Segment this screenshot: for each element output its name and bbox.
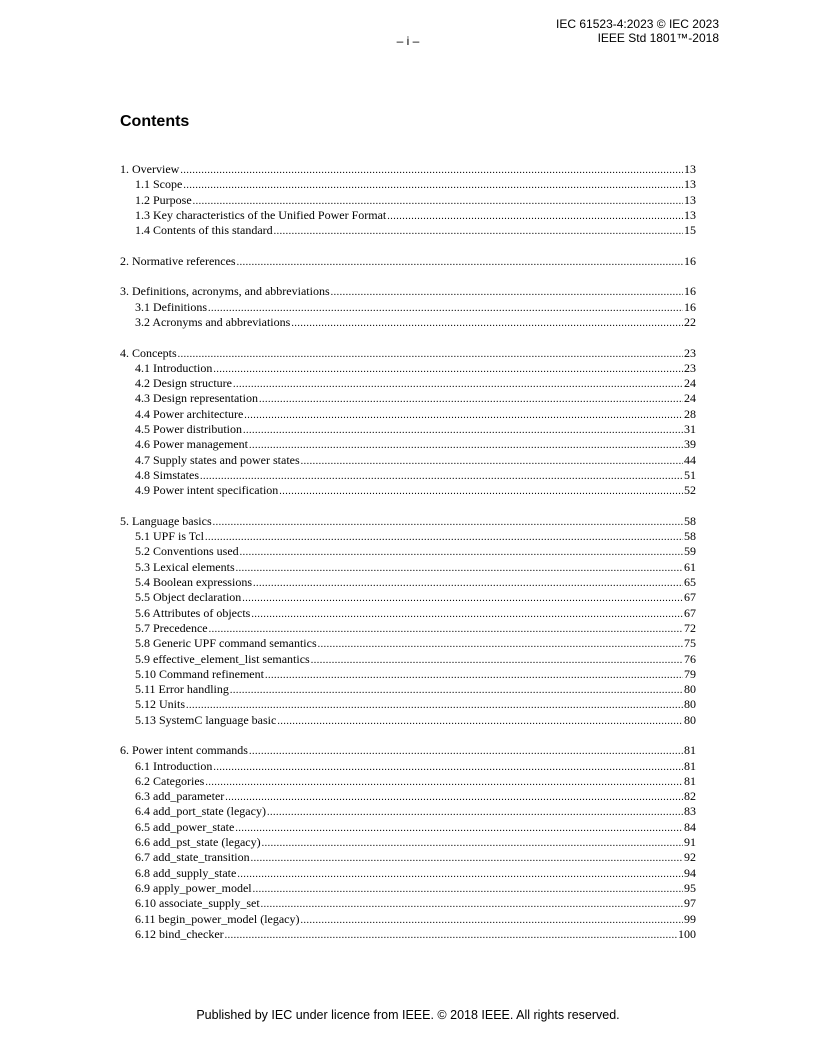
dot-leader [213, 760, 683, 774]
dot-leader [253, 576, 683, 590]
toc-subsection-entry[interactable] [120, 468, 696, 483]
toc-entry-title: 6.9 apply_power_model [135, 880, 252, 895]
dot-leader [259, 392, 683, 406]
toc-entry-title: 3.1 Definitions [135, 299, 207, 314]
dot-leader [249, 744, 683, 758]
toc-subsection-entry[interactable] [120, 422, 696, 437]
toc-entry-page: 75 [684, 636, 696, 651]
toc-entry-page: 65 [684, 575, 696, 590]
toc-entry-title: 5. Language basics [120, 513, 212, 528]
toc-entry-title: 6.2 Categories [135, 773, 205, 788]
dot-leader [225, 928, 677, 942]
dot-leader [230, 683, 683, 697]
toc-subsection-entry[interactable] [120, 590, 696, 605]
toc-entry-title: 2. Normative references [120, 253, 236, 268]
toc-entry-page: 82 [684, 789, 696, 804]
toc-entry-page: 13 [684, 162, 696, 176]
toc-section [120, 743, 696, 942]
toc-entry-title: 5.6 Attributes of objects [135, 605, 251, 620]
toc-entry-title: 5.13 SystemC language basic [135, 712, 277, 727]
toc-subsection-entry[interactable] [120, 713, 696, 728]
toc-entry-page: 15 [684, 223, 696, 238]
toc-entry-page: 99 [684, 911, 696, 926]
toc-entry-title: 5.4 Boolean expressions [135, 575, 252, 590]
toc-subsection-entry[interactable] [120, 850, 696, 865]
toc-subsection-entry[interactable] [120, 223, 696, 238]
dot-leader [205, 530, 683, 544]
toc-entry-page: 92 [684, 850, 696, 865]
dot-leader [236, 561, 683, 575]
page-title: Contents [120, 113, 190, 130]
toc-subsection-entry[interactable] [120, 697, 696, 712]
toc-entry-page: 44 [684, 452, 696, 467]
dot-leader [331, 285, 683, 299]
toc-entry-page: 16 [684, 253, 696, 268]
toc-subsection-entry[interactable] [120, 437, 696, 452]
toc-entry-title: 6.6 add_pst_state (legacy) [135, 835, 261, 850]
toc-entry-page: 100 [678, 926, 696, 941]
toc-entry-page: 80 [684, 712, 696, 727]
toc-entry-title: 4.3 Design representation [135, 391, 258, 406]
toc-entry-page: 83 [684, 804, 696, 819]
toc-entry-page: 81 [684, 743, 696, 758]
toc-subsection-entry[interactable] [120, 483, 696, 498]
dot-leader [311, 653, 683, 667]
toc-entry-page: 97 [684, 896, 696, 911]
toc-subsection-entry[interactable] [120, 300, 696, 315]
toc-entry-title: 6.7 add_state_transition [135, 850, 250, 865]
toc-entry-title: 4.6 Power management [135, 437, 248, 452]
toc-subsection-entry[interactable] [120, 881, 696, 896]
toc-entry-page: 39 [684, 437, 696, 452]
toc-entry-title: 3. Definitions, acronyms, and abbreviations [120, 284, 330, 299]
standard-id-iec: IEC 61523-4:2023 © IEC 2023 [556, 17, 719, 31]
toc-subsection-entry[interactable] [120, 789, 696, 804]
dot-leader [267, 805, 683, 819]
dot-leader [237, 867, 683, 881]
toc-subsection-entry[interactable] [120, 652, 696, 667]
dot-leader [318, 637, 683, 651]
table-of-contents [120, 162, 696, 957]
dot-leader [205, 775, 683, 789]
dot-leader [251, 851, 683, 865]
toc-entry-title: 3.2 Acronyms and abbreviations [135, 314, 291, 329]
toc-subsection-entry[interactable] [120, 193, 696, 208]
toc-entry-title: 5.7 Precedence [135, 620, 208, 635]
dot-leader [274, 224, 683, 238]
toc-entry-page: 28 [684, 406, 696, 421]
toc-entry-page: 16 [684, 299, 696, 314]
toc-section-entry[interactable] [120, 514, 696, 529]
toc-entry-page: 22 [684, 314, 696, 329]
toc-subsection-entry[interactable] [120, 804, 696, 819]
dot-leader [235, 821, 683, 835]
toc-entry-page: 67 [684, 605, 696, 620]
dot-leader [193, 194, 683, 208]
toc-entry-page: 51 [684, 467, 696, 482]
standard-id-ieee: IEEE Std 1801™-2018 [597, 31, 719, 45]
toc-entry-title: 6.12 bind_checker [135, 926, 224, 941]
dot-leader [244, 408, 683, 422]
toc-entry-title: 5.1 UPF is Tcl [135, 529, 204, 544]
toc-entry-page: 80 [684, 697, 696, 712]
toc-entry-page: 23 [684, 360, 696, 375]
toc-section-entry[interactable] [120, 284, 696, 299]
toc-subsection-entry[interactable] [120, 927, 696, 942]
toc-section [120, 514, 696, 728]
dot-leader [261, 897, 683, 911]
toc-entry-title: 5.9 effective_element_list semantics [135, 651, 310, 666]
toc-entry-title: 6.5 add_power_state [135, 819, 235, 834]
toc-entry-title: 6.11 begin_power_model (legacy) [135, 911, 300, 926]
toc-entry-page: 58 [684, 513, 696, 528]
toc-entry-title: 1.2 Purpose [135, 192, 192, 207]
toc-section-entry[interactable] [120, 346, 696, 361]
toc-subsection-entry[interactable] [120, 391, 696, 406]
dot-leader [243, 423, 683, 437]
toc-entry-title: 6.10 associate_supply_set [135, 896, 260, 911]
dot-leader [178, 347, 683, 361]
toc-section [120, 346, 696, 499]
toc-section [120, 254, 696, 269]
toc-section-entry[interactable] [120, 254, 696, 269]
toc-section [120, 284, 696, 330]
toc-section-entry[interactable] [120, 162, 696, 177]
toc-subsection-entry[interactable] [120, 866, 696, 881]
toc-entry-title: 4.9 Power intent specification [135, 483, 279, 498]
dot-leader [277, 714, 683, 728]
toc-entry-page: 81 [684, 758, 696, 773]
toc-subsection-entry[interactable] [120, 820, 696, 835]
toc-subsection-entry[interactable] [120, 407, 696, 422]
toc-subsection-entry[interactable] [120, 529, 696, 544]
toc-entry-title: 4.2 Design structure [135, 376, 232, 391]
dot-leader [186, 698, 683, 712]
dot-leader [183, 178, 683, 192]
toc-subsection-entry[interactable] [120, 544, 696, 559]
toc-entry-title: 1.4 Contents of this standard [135, 223, 273, 238]
dot-leader [265, 668, 683, 682]
toc-entry-title: 4.4 Power architecture [135, 406, 244, 421]
toc-entry-page: 13 [684, 207, 696, 222]
toc-entry-page: 76 [684, 651, 696, 666]
toc-entry-page: 91 [684, 835, 696, 850]
dot-leader [387, 209, 683, 223]
toc-subsection-entry[interactable] [120, 606, 696, 621]
toc-entry-page: 79 [684, 666, 696, 681]
toc-entry-page: 61 [684, 559, 696, 574]
toc-subsection-entry[interactable] [120, 774, 696, 789]
toc-entry-title: 6.8 add_supply_state [135, 865, 237, 880]
toc-entry-title: 5.5 Object declaration [135, 590, 242, 605]
dot-leader [225, 790, 683, 804]
dot-leader [237, 255, 683, 269]
toc-entry-page: 58 [684, 529, 696, 544]
dot-leader [213, 362, 683, 376]
dot-leader [209, 622, 683, 636]
toc-entry-page: 67 [684, 590, 696, 605]
toc-subsection-entry[interactable] [120, 621, 696, 636]
dot-leader [240, 545, 683, 559]
dot-leader [251, 607, 683, 621]
toc-subsection-entry[interactable] [120, 835, 696, 850]
toc-subsection-entry[interactable] [120, 575, 696, 590]
toc-entry-title: 5.11 Error handling [135, 682, 229, 697]
toc-entry-title: 6.1 Introduction [135, 758, 213, 773]
toc-entry-page: 52 [684, 483, 696, 498]
toc-entry-title: 1.1 Scope [135, 177, 183, 192]
toc-entry-page: 81 [684, 773, 696, 788]
toc-entry-title: 5.3 Lexical elements [135, 559, 235, 574]
toc-entry-page: 23 [684, 345, 696, 360]
footer-copyright: Published by IEC under licence from IEEE. © 2018 IEEE. All rights reserved. [196, 1008, 620, 1022]
dot-leader [233, 377, 683, 391]
toc-entry-title: 1. Overview [120, 162, 180, 176]
toc-entry-page: 80 [684, 682, 696, 697]
toc-subsection-entry[interactable] [120, 667, 696, 682]
dot-leader [200, 469, 683, 483]
toc-entry-title: 5.2 Conventions used [135, 544, 239, 559]
dot-leader [262, 836, 683, 850]
dot-leader [279, 484, 683, 498]
toc-entry-title: 5.12 Units [135, 697, 186, 712]
toc-entry-title: 6. Power intent commands [120, 743, 248, 758]
dot-leader [249, 438, 683, 452]
toc-entry-title: 4. Concepts [120, 345, 177, 360]
toc-entry-title: 4.7 Supply states and power states [135, 452, 300, 467]
toc-entry-title: 1.3 Key characteristics of the Unified Power Format [135, 207, 387, 222]
toc-subsection-entry[interactable] [120, 376, 696, 391]
toc-entry-page: 72 [684, 620, 696, 635]
toc-entry-page: 94 [684, 865, 696, 880]
toc-subsection-entry[interactable] [120, 759, 696, 774]
toc-entry-page: 95 [684, 880, 696, 895]
toc-subsection-entry[interactable] [120, 208, 696, 223]
dot-leader [301, 913, 683, 927]
dot-leader [213, 515, 683, 529]
dot-leader [301, 454, 683, 468]
toc-subsection-entry[interactable] [120, 560, 696, 575]
toc-entry-page: 24 [684, 391, 696, 406]
toc-entry-title: 4.8 Simstates [135, 467, 200, 482]
toc-entry-page: 13 [684, 177, 696, 192]
toc-subsection-entry[interactable] [120, 177, 696, 192]
page-number: – i – [396, 34, 420, 48]
toc-subsection-entry[interactable] [120, 636, 696, 651]
dot-leader [291, 316, 683, 330]
toc-entry-page: 13 [684, 192, 696, 207]
dot-leader [242, 591, 683, 605]
toc-subsection-entry[interactable] [120, 912, 696, 927]
toc-section-entry[interactable] [120, 743, 696, 758]
toc-entry-title: 5.8 Generic UPF command semantics [135, 636, 317, 651]
toc-entry-title: 4.5 Power distribution [135, 422, 242, 437]
toc-section [120, 162, 696, 238]
toc-entry-title: 4.1 Introduction [135, 360, 213, 375]
toc-entry-page: 31 [684, 422, 696, 437]
toc-entry-title: 6.4 add_port_state (legacy) [135, 804, 266, 819]
dot-leader [180, 163, 683, 177]
toc-subsection-entry[interactable] [120, 896, 696, 911]
toc-entry-page: 84 [684, 819, 696, 834]
dot-leader [208, 301, 683, 315]
toc-entry-title: 6.3 add_parameter [135, 789, 225, 804]
toc-entry-page: 16 [684, 284, 696, 299]
toc-subsection-entry[interactable] [120, 361, 696, 376]
toc-subsection-entry[interactable] [120, 682, 696, 697]
toc-entry-title: 5.10 Command refinement [135, 666, 264, 681]
dot-leader [253, 882, 683, 896]
toc-subsection-entry[interactable] [120, 315, 696, 330]
toc-entry-page: 24 [684, 376, 696, 391]
toc-subsection-entry[interactable] [120, 453, 696, 468]
toc-entry-page: 59 [684, 544, 696, 559]
